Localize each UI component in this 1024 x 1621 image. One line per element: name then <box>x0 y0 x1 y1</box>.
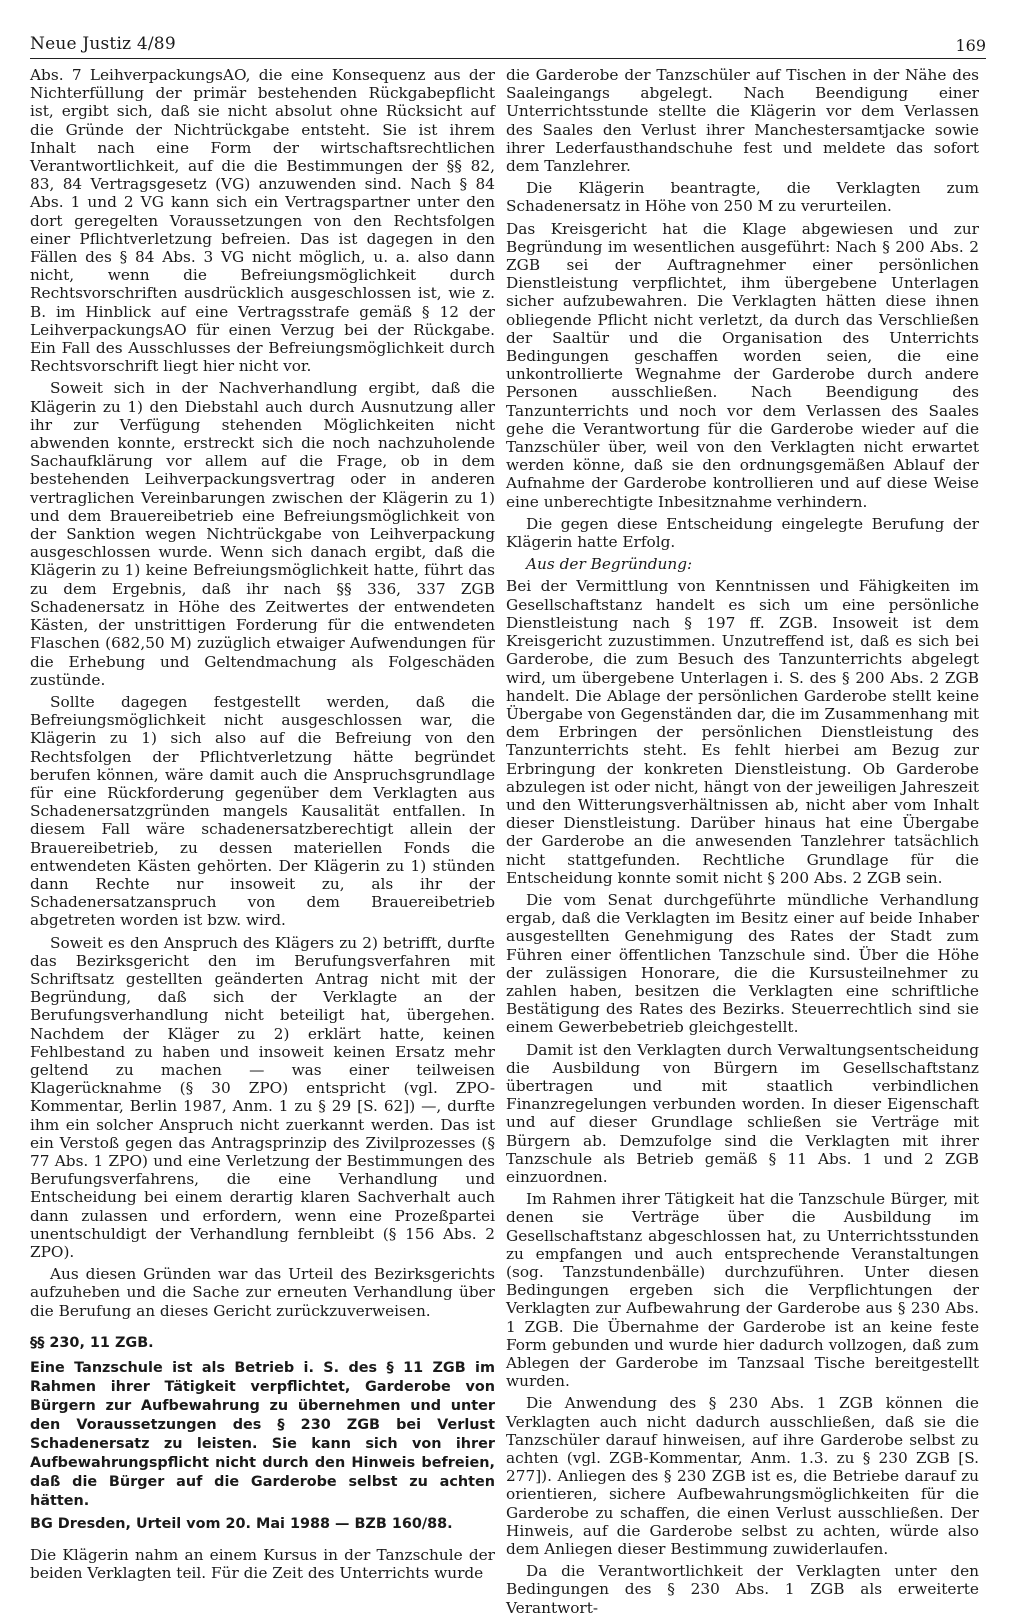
paragraph: Die Anwendung des § 230 Abs. 1 ZGB können die Verklagten auch nicht dadurch ausschließen, daß sie die Tanzschüler darauf hinweisen, auf ihre Garderobe selbst zu achten (vgl. ZGB-Kommentar, Anm. 1.3. zu § 230 ZGB [S. 277]). Anliegen des § 230 ZGB ist es, die Betriebe darauf zu orientieren, sichere Aufbewahrungsmöglichkeiten für die Garderobe zu schaffen, die einen Verlust ausschließen. Der Hinweis, auf die Garderobe selbst zu achten, würde also dem Anliegen dieser Bestimmung zuwiderlaufen. <box>506 1394 979 1559</box>
paragraph: Im Rahmen ihrer Tätigkeit hat die Tanzschule Bürger, mit denen sie Verträge über die Ausbildung im Gesellschaftstanz abgeschlossen hat, zu Unterrichtsstunden zu empfangen und auch entsprechende Veranstaltungen (sog. Tanzstundenbälle) durchzuführen. Unter diesen Bedingungen ergeben sich die Verpflichtungen der Verklagten zur Aufbewahrung der Garderobe aus § 230 Abs. 1 ZGB. Die Übernahme der Garderobe ist an keine feste Form gebunden und wurde hier dadurch vollzogen, daß zum Ablegen der Garderobe im Tanzsaal Tische bereitgestellt wurden. <box>506 1190 979 1391</box>
paragraph: Sollte dagegen festgestellt werden, daß die Befreiungsmöglichkeit nicht ausgeschlossen war, die Klägerin zu 1) sich also auf die Befreiung von den Rechtsfolgen der Pflichtverletzung hätte begründet berufen können, wäre damit auch die Anspruchsgrundlage für eine Rückforderung gegenüber dem Verklagten aus Schadenersatzgründen mangels Kausalität entfallen. In diesem Fall wäre schadenersatzberechtigt allein der Brauereibetrieb, zu dessen materiellen Fonds die entwendeten Kästen gehörten. Der Klägerin zu 1) stünden dann Rechte nur insoweit zu, als ihr der Schadenersatzanspruch von dem Brauereibetrieb abgetreten worden ist bzw. wird. <box>30 692 495 930</box>
paragraph: Soweit es den Anspruch des Klägers zu 2) betrifft, durfte das Bezirksgericht den im Berufungsverfahren mit Schriftsatz gestellten geänderten Antrag nicht mit der Begründung, daß sich der Verklagte an der Berufungsverhandlung nicht beteiligt hat, übergehen. Nachdem der Kläger zu 2) erklärt hatte, keinen Fehlbestand zu haben und insoweit keinen Ersatz mehr geltend zu machen — was einer teilweisen Klagerücknahme (§ 30 ZPO) entspricht (vgl. ZPO-Kommentar, Berlin 1987, Anm. 1 zu § 29 [S. 62]) —, durfte ihm ein solcher Anspruch nicht zuerkannt werden. Das ist ein Verstoß gegen das Antragsprinzip des Zivilprozesses (§ 77 Abs. 1 ZPO) und eine Verletzung der Bestimmungen des Berufungsverfahrens, die eine Verhandlung und Entscheidung bei einem derartig klaren Sachverhalt auch dann zulassen und erfordern, wenn eine Prozeßpartei unentschuldigt der Verhandlung fernbleibt (§ 156 Abs. 2 ZPO). <box>30 933 495 1261</box>
paragraph: Da die Verantwortlichkeit der Verklagten unter den Bedingungen des § 230 Abs. 1 ZGB als erweiterte Verantwort- <box>506 1562 979 1617</box>
left-column <box>30 66 495 1586</box>
headnote-text: Eine Tanzschule ist als Betrieb i. S. des § 11 ZGB im Rahmen ihrer Tätigkeit verpflichtet, Garderobe von Bürgern zur Aufbewahrung zu übernehmen und unter den Voraussetzungen des § 230 ZGB bei Verlust Schadenersatz zu leisten. Sie kann sich von ihrer Aufbewahrungspflicht nicht durch den Hinweis befreien, daß die Bürger auf die Garderobe selbst zu achten hätten. <box>30 1359 495 1509</box>
headnote-statutes: §§ 230, 11 ZGB. <box>30 1334 154 1351</box>
section-subheading: Aus der Begründung: <box>526 555 693 574</box>
page-number: 169 <box>955 36 986 55</box>
paragraph: Soweit sich in der Nachverhandlung ergibt, daß die Klägerin zu 1) den Diebstahl auch durch Ausnutzung aller ihr zur Verfügung stehenden Möglichkeiten nicht abwenden konnte, erstreckt sich die noch nachzuholende Sachaufklärung vor allem auf die Frage, ob in dem bestehenden Leihverpackungsvertrag oder in anderen vertraglichen Vereinbarungen zwischen der Klägerin zu 1) und dem Brauereibetrieb eine Befreiungsmöglichkeit von der Sanktion wegen Nichtrückgabe von Leihverpackung ausgeschlossen wurde. Wenn sich danach ergibt, daß die Klägerin zu 1) keine Befreiungsmöglichkeit hatte, führt das zu dem Ergebnis, daß ihr nach §§ 336, 337 ZGB Schadenersatz in Höhe des Zeitwertes der entwendeten Kästen, der unstrittigen Forderung für die entwendeten Flaschen (682,50 M) zuzüglich etwaiger Aufwendungen für die Erhebung und Geltendmachung als Folgeschäden zustünde. <box>30 379 495 689</box>
page-header <box>30 28 986 59</box>
right-column <box>506 66 979 1621</box>
paragraph: die Garderobe der Tanzschüler auf Tischen in der Nähe des Saaleingangs abgelegt. Nach Beendigung einer Unterrichtsstunde stellte die Klägerin vor dem Verlassen des Saales den Verlust ihrer Manchestersamtjacke sowie ihrer Lederfausthandschuhe fest und meldete das sofort dem Tanzlehrer. <box>506 66 979 176</box>
paragraph: Die Klägerin beantragte, die Verklagten zum Schadenersatz in Höhe von 250 M zu verurteilen. <box>506 179 979 216</box>
paragraph: Bei der Vermittlung von Kenntnissen und Fähigkeiten im Gesellschaftstanz handelt es sich um eine persönliche Dienstleistung nach § 197 ff. ZGB. Insoweit ist dem Kreisgericht zuzustimmen. Unzutreffend ist, daß es sich bei Garderobe, die zum Besuch des Tanzunterrichts abgelegt wird, um übergebene Unterlagen i. S. des § 200 Abs. 2 ZGB handelt. Die Ablage der persönlichen Garderobe stellt keine Übergabe von Gegenständen dar, die im Zusammenhang mit dem Erbringen der persönlichen Dienstleistung des Tanzunterrichts steht. Es fehlt hierbei am Bezug zur Erbringung der konkreten Dienstleistung. Ob Garderobe abzulegen ist oder nicht, hängt von der jeweiligen Jahreszeit und den Witterungsverhältnissen ab, nicht aber vom Inhalt dieser Dienstleistung. Darüber hinaus hat eine Übergabe der Garderobe an die anwesenden Tanzlehrer tatsächlich nicht stattgefunden. Rechtliche Grundlage für die Entscheidung konnte somit nicht § 200 Abs. 2 ZGB sein. <box>506 577 979 887</box>
paragraph: Die gegen diese Entscheidung eingelegte Berufung der Klägerin hatte Erfolg. <box>506 514 979 552</box>
paragraph: Die vom Senat durchgeführte mündliche Verhandlung ergab, daß die Verklagten im Besitz einer auf beide Inhaber ausgestellten Genehmigung des Rates der Stadt zum Führen einer öffentlichen Tanzschule sind. Über die Höhe der zulässigen Honorare, die die Kursusteilnehmer zu zahlen haben, besitzen die Verklagten eine schriftliche Bestätigung des Rates des Bezirks. Steuerrechtlich sind sie einem Gewerbebetrieb gleichgestellt. <box>506 890 979 1037</box>
paragraph: Damit ist den Verklagten durch Verwaltungsentscheidung die Ausbildung von Bürgern im Gesellschaftstanz übertragen und mit staatlich verbindlichen Finanzregelungen verbunden worden. In dieser Eigenschaft und auf dieser Grundlage schließen sie Verträge mit Bürgern ab. Demzufolge sind die Verklagten mit ihrer Tanzschule als Betrieb gemäß § 11 Abs. 1 und 2 ZGB einzuordnen. <box>506 1040 979 1186</box>
headnote <box>30 1334 495 1534</box>
paragraph: Das Kreisgericht hat die Klage abgewiesen und zur Begründung im wesentlichen ausgeführt: Nach § 200 Abs. 2 ZGB sei der Auftragnehmer einer persönlichen Dienstleistung verpflichtet, ihm übergebene Unterlagen sicher aufzubewahren. Die Verklagten hätten diese ihnen obliegende Pflicht nicht verletzt, da durch das Verschließen der Saaltür und die Organisation des Unterrichts Bedingungen geschaffen worden seien, die eine unkontrollierte Wegnahme der Garderobe durch andere Personen ausschließen. Nach Beendigung des Tanzunterrichts und noch vor dem Verlassen des Saales gehe die Verantwortung für die Garderobe wieder auf die Tanzschüler über, weil von den Verklagten nicht erwartet werden könne, daß sie den ordnungsgemäßen Ablauf der Aufnahme der Garderobe kontrollieren und auf diese Weise eine unberechtigte Inbesitznahme verhindern. <box>506 219 979 511</box>
paragraph: Abs. 7 LeihverpackungsAO, die eine Konsequenz aus der Nichterfüllung der primär bestehenden Rückgabepflicht ist, ergibt sich, daß sie nicht absolut ohne Rücksicht auf die Gründe der Nichtrückgabe entsteht. Sie ist ihrem Inhalt nach eine Form der wirtschaftsrechtlichen Verantwortlichkeit, auf die die Bestimmungen der §§ 82, 83, 84 Vertragsgesetz (VG) anzuwenden sind. Nach § 84 Abs. 1 und 2 VG kann sich ein Vertragspartner unter den dort geregelten Voraussetzungen von den Rechtsfolgen einer Pflichtverletzung befreien. Das ist dagegen in den Fällen des § 84 Abs. 3 VG nicht möglich, u. a. also dann nicht, wenn die Befreiungsmöglichkeit durch Rechtsvorschriften ausdrücklich ausgeschlossen ist, wie z. B. im Hinblick auf eine Vertragsstrafe gemäß § 12 der LeihverpackungsAO für einen Verzug bei der Rückgabe. Ein Fall des Ausschlusses der Befreiungsmöglichkeit durch Rechtsvorschrift liegt hier nicht vor. <box>30 66 495 376</box>
paragraph: Die Klägerin nahm an einem Kursus in der Tanzschule der beiden Verklagten teil. Für die Zeit des Unterrichts wurde <box>30 1545 495 1583</box>
paragraph: Aus diesen Gründen war das Urteil des Bezirksgerichts aufzuheben und die Sache zur erneuten Verhandlung über die Berufung an dieses Gericht zurückzuverweisen. <box>30 1265 495 1320</box>
journal-title: Neue Justiz 4/89 <box>30 34 176 54</box>
headnote-citation: BG Dresden, Urteil vom 20. Mai 1988 — BZB 160/88. <box>30 1515 453 1532</box>
